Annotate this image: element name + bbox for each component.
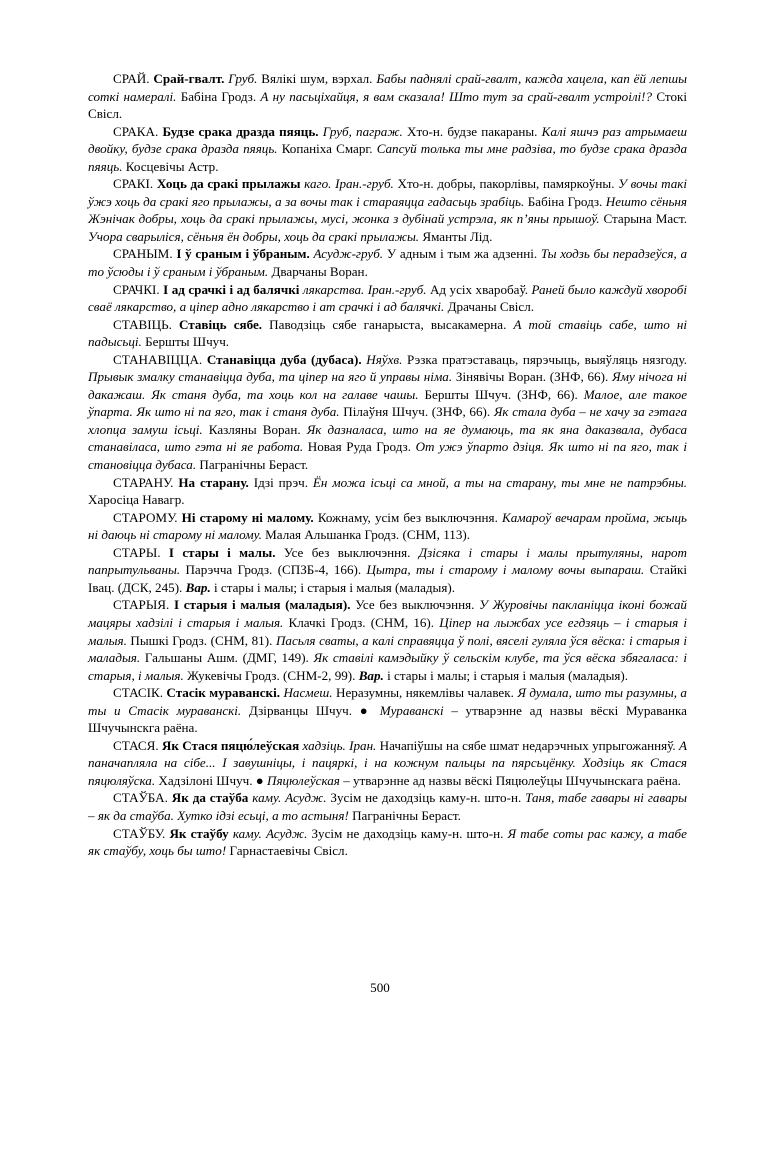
entry-style-label: Іран.-груб. (367, 281, 427, 297)
entry-source: (СНМ, 81). (210, 632, 273, 648)
entry-style-label: Асудж. (285, 790, 327, 806)
dictionary-entry-stary (88, 544, 687, 597)
entry-headword: СРАЧКІ. (113, 281, 160, 297)
entry-place: Косцевічы Астр. (125, 158, 219, 174)
entry-example: Яму нічога ні дакажаш. Як станя дуба, та хоць кол на галаве чашы. (88, 369, 688, 402)
dictionary-entry-stavic (88, 316, 687, 351)
entry-style-label: Асудж-груб. (313, 246, 384, 262)
dictionary-entry-staubu (88, 825, 687, 860)
dictionary-entry-stasia (88, 737, 687, 790)
entry-idiom: Будзе срака дразда пяяць. (162, 123, 319, 139)
entry-place: Зінявічы Воран. (455, 369, 546, 385)
dictionary-entry-srachki (88, 281, 687, 316)
entry-source: (ЗНФ, 66). (431, 404, 491, 420)
entry-example: У вочы такі ўжэ хоць да сракі яго прылажы, а за вочы так і стараяцца гадасьць зрабіць. (88, 176, 688, 209)
entry-definition: Ідзі прэч. (253, 474, 308, 490)
entry-headword: СРАКА. (113, 123, 159, 139)
entry-place: Драчаны Свісл. (447, 299, 535, 315)
dictionary-entry-stasik (88, 684, 687, 737)
entry-example: Дзісяка і стары і малы прытуляны, нарот папрытульваны. (88, 544, 688, 578)
entry-definition: Усе без выключэння. (283, 544, 411, 560)
entry-source: (СНМ-2, 99). (283, 667, 356, 683)
entry-variant-label: Вар. (358, 667, 384, 683)
entry-definition: Вялікі шум, вэрхал. (261, 71, 373, 86)
entry-government: каго. (304, 176, 332, 192)
entry-example: Пасьля сваты, а калі справяцца ў полі, вяселі гуляла ўся вёска: і старыя і маладыя. (88, 632, 687, 666)
entry-headword: СРАЙ. (113, 71, 150, 86)
entry-place: Стокі Свісл. (88, 88, 688, 122)
entry-headword: СТАВІЦЬ. (113, 316, 172, 332)
entry-idiom: І ад срачкі і ад балячкі (163, 281, 300, 297)
dictionary-entry-staromu (88, 509, 687, 544)
entry-source: (СПЗБ-4, 166). (277, 562, 362, 578)
entry-idiom: І стары і малы. (168, 544, 276, 560)
entry-example: Ён можа ісьці са мной, а ты на старану, ты мне не патрэбны. (312, 474, 688, 490)
entry-example: От ужэ ўпарто дзіця. Як што ні па яго, так і становіцца дубаса. (88, 439, 687, 473)
entry-place: Парэчча Гродз. (185, 562, 273, 578)
dictionary-entry-staryja (88, 596, 687, 684)
dictionary-entry-sranym (88, 245, 687, 280)
entry-place: Старына Маст. (603, 211, 687, 227)
entry-place: Новая Руда Гродз. (307, 439, 411, 455)
entry-example: Цытра, ты і старому і малому вочы выпараш. (366, 562, 645, 578)
entry-source: (ДСК, 245). (117, 579, 183, 595)
entry-example: Таня, табе гавары ні гавары – як да стаўба. Хутко ідзі есьці, а то астыня! (88, 790, 688, 823)
entry-place: Гарнастаевічы Свісл. (229, 843, 348, 859)
entry-example: Нешто сёньня Жэнічак добры, хоць да сракі прылажы, мусі, жонка з дубінай устрэла, як п’яны прышоў. (88, 193, 688, 227)
entry-note-text: – утварэнне ад назвы вёскі Мураванка Шчучынскга раёна. (88, 702, 687, 736)
entry-place: Жукевічы Гродз. (187, 667, 280, 683)
entry-place: Бершты Шчуч. (424, 386, 512, 402)
page-number: 500 (370, 980, 390, 995)
entry-headword: СТАРАНУ. (113, 474, 174, 490)
entry-place: Пагранічны Бераст. (352, 807, 461, 823)
entry-place: Дзірванцы Шчуч. (248, 702, 353, 718)
entry-place: Пілаўня Шчуч. (343, 404, 429, 420)
entry-headword: СТАЎБУ. (113, 825, 166, 841)
entry-example: Прывык змалку станавіцца дуба, та ціпер на яго й управы німа. (88, 369, 453, 385)
entry-headword: СТАЎБА. (113, 790, 168, 806)
entry-style-label: Асудж. (265, 825, 308, 841)
entry-source: (ЗНФ, 66). (517, 386, 578, 402)
entry-example: Малое, але такое ўпарта. Як што ні па яго, так і станя дуба. (88, 386, 688, 420)
entry-example: А той ставіць сабе, што ні падысьці. (88, 316, 688, 350)
entry-source: (СНМ, 113). (402, 527, 471, 543)
bullet-icon: ● (255, 772, 264, 788)
entry-place: Малая Альшанка Гродз. (265, 527, 400, 543)
entry-definition: Кожнаму, усім без выключэння. (317, 509, 498, 525)
entry-definition: Ад усіх хваробаў. (429, 281, 528, 297)
entry-definition: Рэзка пратэставаць, пярэчыць, выяўляць нязгоду. (407, 351, 687, 367)
entry-idiom: Срай-гвалт. (153, 71, 225, 86)
entry-example: Калі яшчэ раз атрымаеш двойку, будзе срака дразда пяяць. (88, 123, 687, 157)
entry-idiom: Як да стаўба (171, 790, 249, 806)
entry-example: Як стала дуба – не хачу за гэтага хлопца замуш ісьці. (88, 404, 687, 437)
dictionary-entry-stanavicca (88, 351, 687, 474)
entry-place: Бабіна Гродз. (180, 88, 257, 104)
entry-source: (СНМ, 16). (370, 614, 435, 630)
entry-example: Сапсуй толька ты мне радзіва, то будзе срака дразда пяяць. (88, 141, 688, 174)
entry-place: Пышкі Гродз. (130, 632, 208, 648)
entry-place: Казляны Воран. (208, 421, 301, 437)
entry-definition: Хто-н. будзе пакараны. (406, 123, 538, 139)
entry-government: каму. (252, 790, 282, 806)
page-body (88, 70, 687, 860)
entry-headword: СТАСЯ. (113, 737, 159, 753)
entry-government: хадзіць. (302, 737, 346, 753)
entry-example: У Журовічы пакланіцца іконі божай мацяры хадзілі і старыя і малыя. (88, 597, 687, 630)
entry-idiom: Ні старому ні малому. (181, 509, 314, 525)
entry-headword: СТАРЫ. (113, 544, 161, 560)
entry-note-term: Пяцюлеўская (267, 772, 340, 788)
entry-place: Копаніха Смарг. (281, 141, 373, 157)
entry-example: Учора сварыліся, сёньня ён добры, хоць да сракі прылажы. (88, 228, 420, 244)
entry-idiom: І ў сраным і ўбраным. (176, 246, 310, 262)
entry-source: (ДМГ, 149). (242, 650, 309, 666)
entry-style-label: Насмеш. (283, 685, 333, 701)
entry-place: Гальшаны Ашм. (144, 650, 238, 666)
entry-place: Яманты Лід. (422, 228, 493, 244)
entry-example: Я думала, што ты разумны, а ты и Стасік мураванскі. (88, 685, 687, 718)
entry-variant-text: і стары і малы; і старыя і малыя (маладыя). (214, 579, 455, 595)
entry-definition: У адным і тым жа адзенні. (386, 246, 538, 262)
entry-example: А ну пасьціхайця, я вам сказала! Што тут за срай-гвалт устроілі!? (260, 88, 653, 104)
entry-example: А паначапляла на сібе... І завушніцы, і пацяркі, і на кожнум пальцы па пярсьцёнку. Ходзіць як Стася пяцюляўска. (88, 737, 687, 788)
entry-place: Бершты Шчуч. (145, 334, 230, 350)
entry-place: Клачкі Гродз. (288, 614, 366, 630)
entry-idiom: На старану. (178, 474, 249, 490)
entry-example: Я табе соты рас кажу, а табе як стаўбу, хоць бы што! (88, 825, 687, 859)
entry-example: Камароў вечарам пройма, жыць ні даюць ні старому ні малому. (88, 509, 687, 543)
entry-example: Як ставілі камэдыйку ў сельскім клубе, та ўся вёска збягалаca: і старыя, і малыя. (88, 650, 687, 683)
entry-headword: СТАНАВІЦЦА. (113, 351, 203, 367)
dictionary-entry-sraj (88, 70, 687, 123)
entry-note-text: – утварэнне ад назвы вёскі Пяцюлеўцы Шчучынскага раёна. (343, 772, 681, 788)
dictionary-entry-stauba (88, 789, 687, 824)
entry-idiom: Хоць да сракі прылажы (156, 176, 301, 192)
entry-example: Ты ходзь бы перадзеўся, а то ўсюды і ў сраным і ўбраным. (88, 246, 687, 280)
entry-style-label: Няўхв. (366, 351, 403, 367)
entry-idiom: І старыя і малыя (маладыя). (173, 597, 351, 613)
dictionary-entry-staranu (88, 474, 687, 509)
entry-example: Як дазналаса, што на яе думаюць, та як яна даказвала, дубаса станавіласа, што гэта ні яе работа. (88, 421, 687, 455)
entry-idiom: Станавіцца дуба (дубаса). (206, 351, 362, 367)
entry-headword: СРАНЫМ. (113, 246, 173, 262)
entry-idiom: Як Стася пяцю́леўская (161, 737, 300, 753)
entry-definition: Зусім не даходзіць каму-н. што-н. (330, 790, 522, 806)
entry-note-term: Мураванскі (379, 702, 444, 718)
entry-idiom: Ставіць сябе. (179, 316, 263, 332)
entry-variant-text: і стары і малы; і старыя і малыя (маладыя). (387, 667, 629, 683)
entry-headword: СРАКІ. (113, 176, 154, 192)
entry-headword: СТАСІК. (113, 685, 163, 701)
dictionary-entry-sraki (88, 175, 687, 245)
entry-example: Ціпер на лыжбах усе егдзяць – і старыя і малыя. (88, 614, 687, 648)
entry-definition: Усе без выключэння. (355, 597, 475, 613)
entry-place: Дварчаны Воран. (271, 264, 368, 280)
entry-example: Раней было каждуй хворобі сваё лякарство, а ціпер адно лякарство і ат срачкі і ад балячкі. (88, 281, 687, 315)
entry-variant-label: Вар. (185, 579, 211, 595)
entry-place: Хадзілоні Шчуч. (158, 772, 253, 788)
entry-style-label: Іран.-груб. (335, 176, 394, 192)
bullet-icon: ● (359, 702, 373, 718)
entry-government: лякарства. (302, 281, 365, 297)
entry-place: Харосіца Навагр. (88, 492, 185, 508)
entry-place: Стайкі Івац. (88, 562, 687, 595)
entry-style-label: Груб. (228, 71, 258, 86)
entry-definition: Неразумны, някемлівы чалавек. (336, 685, 514, 701)
dictionary-entry-sraka (88, 123, 687, 176)
entry-style-label: Груб, паграж. (322, 123, 403, 139)
entry-idiom: Стасік мураванскі. (166, 685, 280, 701)
entry-headword: СТАРЫЯ. (113, 597, 170, 613)
entry-place: Пагранічны Бераст. (199, 457, 309, 473)
entry-idiom: Як стаўбу (169, 825, 229, 841)
entry-source: (ЗНФ, 66). (549, 369, 609, 385)
entry-place: Бабіна Гродз. (527, 193, 603, 209)
entry-government: каму. (232, 825, 262, 841)
entry-definition: Паводзіць сябе ганарыста, высакамерна. (269, 316, 507, 332)
entry-example: Бабы паднялі срай-гвалт, кажда хацела, кап ёй лепшы соткі намералі. (88, 71, 688, 104)
entry-definition: Зусім не даходзіць каму-н. што-н. (311, 825, 504, 841)
entry-style-label: Іран. (349, 737, 377, 753)
entry-headword: СТАРОМУ. (113, 509, 178, 525)
entry-definition: Хто-н. добры, пакорлівы, памяркоўны. (397, 176, 615, 192)
entry-definition: Начапіўшы на сябе шмат недарэчных упрыгожанняў. (379, 737, 676, 753)
